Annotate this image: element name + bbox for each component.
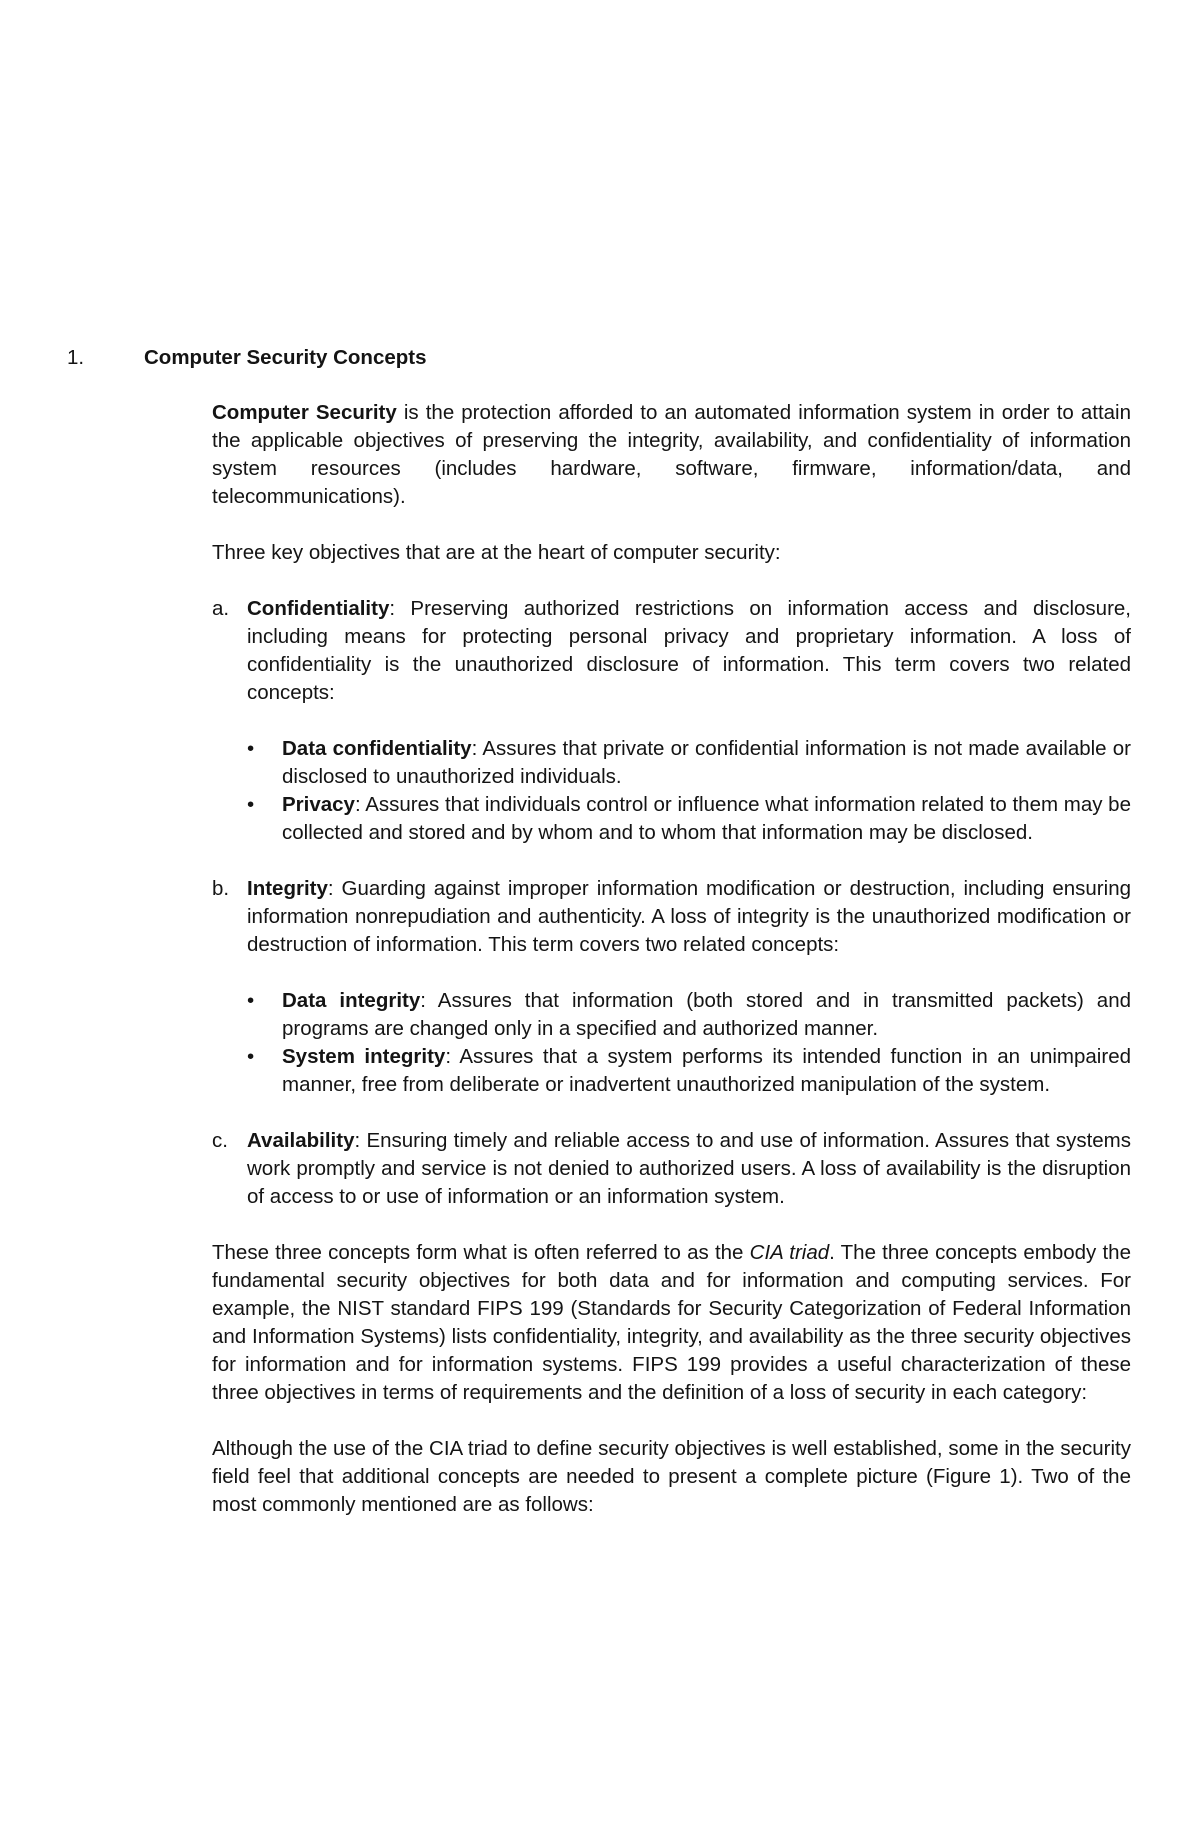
section-heading bbox=[67, 344, 1067, 372]
bullet-term: System integrity bbox=[282, 1045, 446, 1068]
cia-triad-emphasis: CIA triad bbox=[749, 1241, 830, 1264]
intro-paragraph bbox=[212, 399, 1131, 511]
section-number: 1. bbox=[67, 346, 85, 369]
list-item: • Data confidentiality: Assures that private or confidential information is not made available or disclosed to unauthorized individuals. bbox=[247, 737, 1131, 788]
section-body bbox=[212, 399, 1131, 1519]
bullet-symbol: • bbox=[247, 1045, 255, 1068]
objective-availability bbox=[212, 1127, 1131, 1211]
objective-term: Integrity bbox=[247, 877, 328, 900]
section-title: Computer Security Concepts bbox=[144, 346, 427, 369]
list-item: • Data integrity: Assures that information (both stored and in transmitted packets) and programs are changed only in a specified and authorized manner. bbox=[247, 989, 1131, 1040]
bullet-symbol: • bbox=[247, 793, 255, 816]
objective-integrity bbox=[212, 875, 1131, 959]
list-item: • Privacy: Assures that individuals control or influence what information related to them may be collected and stored and by whom and to whom that information may be disclosed. bbox=[247, 793, 1131, 844]
bullet-symbol: • bbox=[247, 989, 255, 1012]
list-item: • System integrity: Assures that a system performs its intended function in an unimpaired manner, free from deliberate or inadvertent unauthorized manipulation of the system. bbox=[247, 1045, 1131, 1096]
integrity-bullets bbox=[212, 987, 1131, 1099]
key-objectives-lead: Three key objectives that are at the heart of computer security: bbox=[212, 541, 781, 564]
objective-confidentiality bbox=[212, 595, 1131, 707]
objective-term: Availability bbox=[247, 1129, 355, 1152]
confidentiality-bullets bbox=[212, 735, 1131, 847]
objective-marker: a. bbox=[212, 597, 230, 620]
bullet-term: Privacy bbox=[282, 793, 355, 816]
intro-term: Computer Security bbox=[212, 401, 397, 424]
objective-marker: b. bbox=[212, 877, 230, 900]
objective-term: Confidentiality bbox=[247, 597, 390, 620]
objective-text: Confidentiality: Preserving authorized restrictions on information access and disclosure, including means for protecting personal privacy and proprietary information. A loss of confidentiality is the unauthorized disclosure of information. This term covers two related concepts: bbox=[247, 597, 1131, 704]
bullet-term: Data integrity bbox=[282, 989, 421, 1012]
bullet-symbol: • bbox=[247, 737, 255, 760]
objective-text: Integrity: Guarding against improper information modification or destruction, including ensuring information nonrepudiation and authenticity. A loss of integrity is the unauthorized modification or destruction of information. This term covers two related concepts: bbox=[247, 877, 1131, 956]
closing-paragraph: Although the use of the CIA triad to define security objectives is well established, some in the security field feel that additional concepts are needed to present a complete picture (Figure 1). Two of the most commonly mentioned are as follows: bbox=[212, 1437, 1131, 1516]
intro-text: is the protection afforded to an automated information system in order to attain the applicable objectives of preserving the integrity, availability, and confidentiality of information system resources (includes hardware, software, firmware, information/data, and telecommunications). bbox=[212, 401, 1132, 508]
bullet-term: Data confidentiality bbox=[282, 737, 472, 760]
objective-text: Availability: Ensuring timely and reliable access to and use of information. Assures that systems work promptly and service is not denied to authorized users. A loss of availability is the disruption of access to or use of information or an information system. bbox=[247, 1129, 1131, 1208]
cia-triad-paragraph: These three concepts form what is often referred to as the CIA triad. The three concepts embody the fundamental security objectives for both data and for information and computing services. For example, the NIST standard FIPS 199 (Standards for Security Categorization of Federal Information and Information Systems) lists confidentiality, integrity, and availability as the three security objectives for information and for information systems. FIPS 199 provides a useful characterization of these three objectives in terms of requirements and the definition of a loss of security in each category: bbox=[212, 1241, 1131, 1404]
objective-marker: c. bbox=[212, 1129, 228, 1152]
